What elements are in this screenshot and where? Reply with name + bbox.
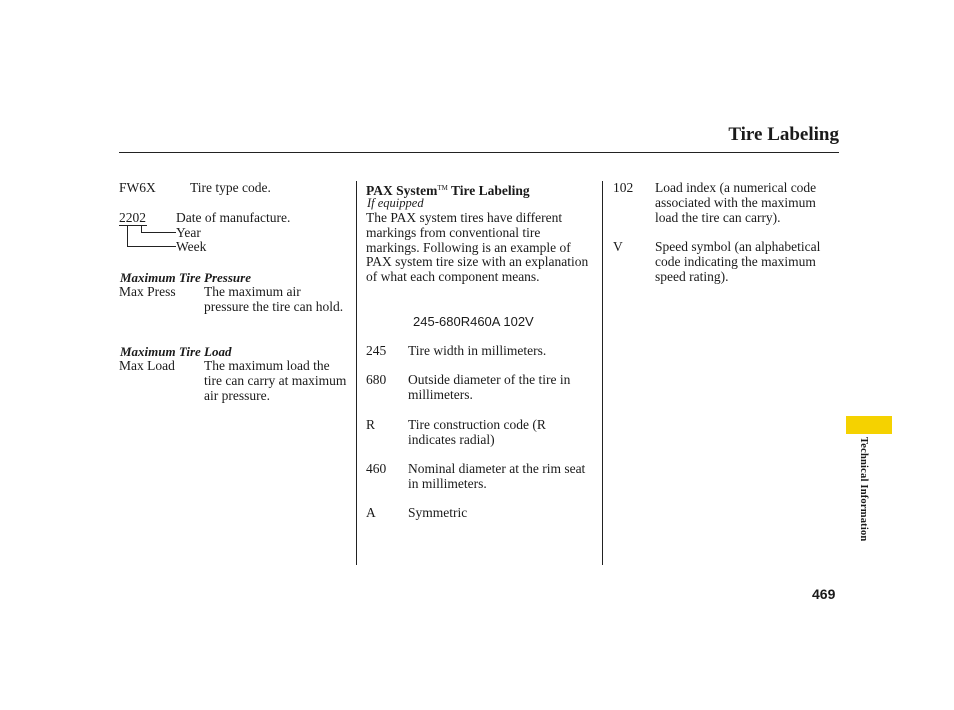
pax-desc-102: Load index (a numerical code associated with the maximum load the tire can carry). bbox=[655, 180, 817, 225]
pax-desc-v: Speed symbol (an alphabetical code indicating the maximum speed rating). bbox=[655, 239, 821, 284]
pax-code-r: R bbox=[366, 417, 376, 432]
pax-intro: The PAX system tires have different markings from conventional tire markings. Following is an example of PAX system tire size with an explanation of what each component means. bbox=[366, 210, 589, 285]
pax-code-102: 102 bbox=[613, 180, 634, 195]
max-pressure-description: The maximum air pressure the tire can hold. bbox=[204, 284, 344, 314]
date-description: Date of manufacture. bbox=[176, 210, 291, 225]
pax-code-245: 245 bbox=[366, 343, 387, 358]
section-tab-marker bbox=[846, 416, 892, 434]
trademark-mark: TM bbox=[437, 184, 448, 192]
fw6x-description: Tire type code. bbox=[190, 180, 271, 195]
year-label: Year bbox=[176, 225, 201, 240]
max-load-heading: Maximum Tire Load bbox=[120, 344, 232, 359]
column-divider-right bbox=[602, 181, 603, 565]
pax-desc-a: Symmetric bbox=[408, 505, 468, 520]
if-equipped-note: If equipped bbox=[367, 196, 424, 210]
pax-code-680: 680 bbox=[366, 372, 387, 387]
pax-desc-680: Outside diameter of the tire in millimeters. bbox=[408, 372, 571, 402]
max-load-description: The maximum load the tire can carry at maximum air pressure. bbox=[204, 358, 347, 403]
section-label bbox=[858, 437, 870, 561]
column-divider-left bbox=[356, 181, 357, 565]
pax-code-a: A bbox=[366, 505, 376, 520]
max-pressure-term: Max Press bbox=[119, 284, 176, 299]
pax-desc-460: Nominal diameter at the rim seat in millimeters. bbox=[408, 461, 586, 491]
page-number: 469 bbox=[812, 586, 836, 602]
max-load-term: Max Load bbox=[119, 358, 175, 373]
fw6x-code: FW6X bbox=[119, 180, 156, 195]
max-pressure-heading: Maximum Tire Pressure bbox=[120, 270, 251, 285]
pax-code-v: V bbox=[613, 239, 623, 254]
date-code: 2202 bbox=[119, 210, 146, 225]
pax-heading-text: PAX System bbox=[366, 183, 438, 198]
pax-example-size: 245-680R460A 102V bbox=[413, 314, 534, 329]
section-label-text: Technical Information bbox=[858, 437, 869, 542]
week-label: Week bbox=[176, 239, 207, 254]
pax-heading-text-2: Tire Labeling bbox=[447, 183, 530, 198]
pax-desc-r: Tire construction code (R indicates radial) bbox=[408, 417, 546, 447]
page-title: Tire Labeling bbox=[728, 124, 839, 145]
header-rule bbox=[119, 152, 839, 153]
pax-desc-245: Tire width in millimeters. bbox=[408, 343, 547, 358]
pax-code-460: 460 bbox=[366, 461, 387, 476]
